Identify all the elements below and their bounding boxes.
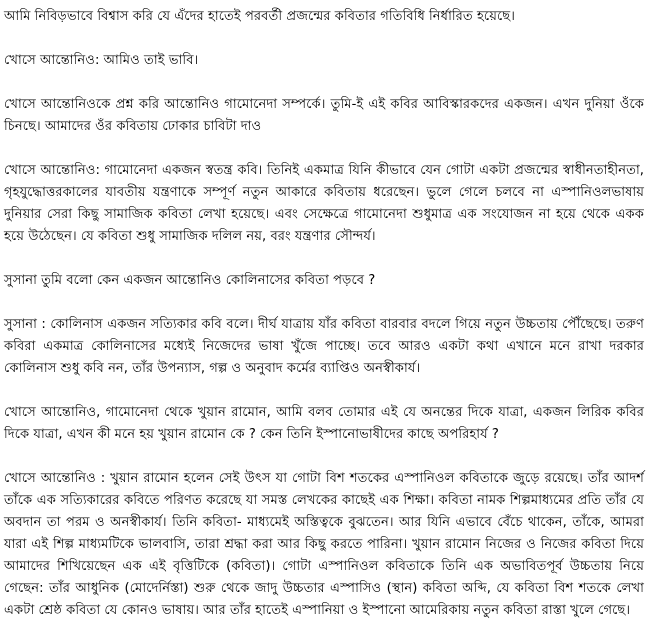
interview-document (4, 6, 644, 622)
paragraph-answer-colinas: সুসানা : কোলিনাস একজন সত্যিকার কবি বলে। দীর্ঘ যাত্রায় যাঁর কবিতা বারবার বদলে গিয়ে নতুন উচ্চতায় পৌঁছেছে। তরুণ কবিরা একমাত্র কোলিনাসের মধ্যেই নিজেদের ভাষা খুঁজে পাচ্ছে। তবে আরও একটা কথা এখানে মনে রাখা দরকার কোলিনাস শুধু কবি নন, তাঁর উপন্যাস, গল্প ও অনুবাদ কর্মের ব্যাপ্তিও অনস্বীকার্য। (4, 317, 644, 376)
paragraph-jose-antonio-agree: খোসে আন্তোনিও: আমিও তাই ভাবি। (4, 53, 199, 68)
paragraph-question-gamoneda: খোসে আন্তোনিওকে প্রশ্ন করি আন্তোনিও গামোনেদা সম্পর্কে। তুমি-ই এই কবির আবিস্কারকদের একজন। এখন দুনিয়া ওঁকে চিনছে। আমাদের ওঁর কবিতায় ঢোকার চাবিটা দাও (4, 97, 644, 134)
paragraph-question-juan-ramon: খোসে আন্তোনিও, গামোনেদা থেকে খুয়ান রামোন, আমি বলব তোমার এই যে অনন্তের দিকে যাত্রা, একজন লিরিক কবির দিকে যাত্রা, এখন কী মনে হয় খুয়ান রামোন কে ? কেন তিনি ইস্পানোভাষীদের কাছে অপরিহার্য ? (4, 405, 644, 442)
paragraph-answer-juan-ramon: খোসে আন্তোনিও : খুয়ান রামোন হলেন সেই উৎস যা গোটা বিশ শতকের এস্পানিওল কবিতাকে জুড়ে রয়েছে। তাঁর আদর্শ তাঁকে এক সত্যিকারের কবিতে পরিণত করেছে যা সমস্ত লেখকের কাছেই এক শিক্ষা। কবিতা নামক শিল্পমাধ্যমের প্রতি তাঁর যে অবদান তা পরম ও অনস্বীকার্য। তিনি কবিতা- মাধ্যমেই অস্তিত্বকে বুঝতেন। আর যিনি এভাবে বেঁচে থাকেন, তাঁকে, আমরা যারা এই শিল্প মাধ্যমটিকে ভালবাসি, তারা শ্রদ্ধা করা আর কিছু করতে পারিনা। খুয়ান রামোন নিজের ও নিজের কবিতা দিয়ে আমাদের শিখিয়েছেন এক এই বৃত্তিটিকে (কবিতা)। গোটা এস্পানিওল কবিতাকে তিনি এক অভাবিতপূর্ব উচ্চতায় নিয়ে গেছেন: তাঁর আধুনিক (মোদের্নিস্তা) শুরু থেকে জাদু উচ্চতার এস্পাসিও (স্থান) কবিতা অব্দি, যে কবিতা বিশ শতকে লেখা একটা শ্রেষ্ঠ কবিতা যে কোনও ভাষায়। আর তাঁর হাতেই এস্পানিয়া ও ইস্পানো আমেরিকায় নতুন কবিতা রাস্তা খুলে গেছে। (4, 471, 644, 618)
paragraph-question-colinas: সুসানা তুমি বলো কেন একজন আন্তোনিও কোলিনাসের কবিতা পড়বে ? (4, 273, 376, 288)
paragraph-belief-statement: আমি নিবিড়ভাবে বিশ্বাস করি যে এঁদের হাতেই পরবর্তী প্রজন্মের কবিতার গতিবিধি নির্ধারিত হয়েছে। (4, 9, 516, 24)
paragraph-answer-gamoneda: খোসে আন্তোনিও: গামোনেদা একজন স্বতন্ত্র কবি। তিনিই একমাত্র যিনি কীভাবে যেন গোটা একটা প্রজন্মের স্বাধীনতাহীনতা, গৃহযুদ্ধোত্তরকালের যাবতীয় যন্ত্রণাকে সম্পূর্ণ নতুন আকারে কবিতায় ধরেছেন। ভুলে গেলে চলবে না এস্পানিওলভাষায় দুনিয়ার সেরা কিছু সামাজিক কবিতা লেখা হয়েছে। এবং সেক্ষেত্রে গামোনেদা শুধুমাত্র এক সংযোজন না হয়ে থেকে একক হয়ে উঠেছেন। যে কবিতা শুধু সামাজিক দলিল নয়, বরং যন্ত্রণার সৌন্দর্য। (4, 163, 644, 244)
